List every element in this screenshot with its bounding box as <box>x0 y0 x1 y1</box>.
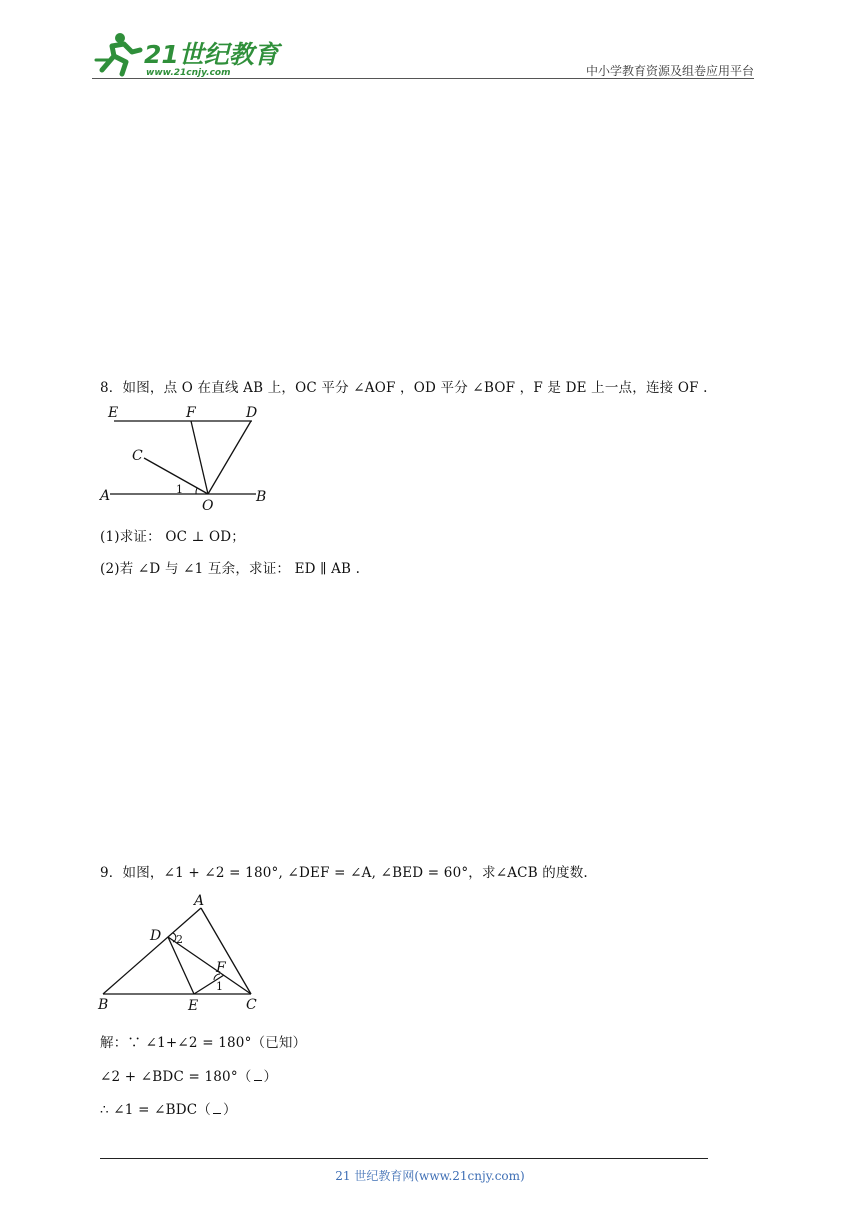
fig9-label-e: E <box>188 998 199 1014</box>
fig8-label-f: F <box>186 405 196 421</box>
fig8-label-c: C <box>132 448 143 464</box>
runner-logo-icon <box>92 30 279 78</box>
svg-text:www.21cnjy.com: www.21cnjy.com <box>146 68 231 78</box>
site-tagline: 中小学教育资源及组卷应用平台 <box>585 64 754 78</box>
footer-divider <box>100 1158 708 1159</box>
answer-blank[interactable] <box>213 1101 221 1114</box>
q8-part1: (1)求证： OC ⊥ OD； <box>100 529 245 545</box>
svg-text:21世纪教育: 21世纪教育 <box>144 40 279 69</box>
fig8-label-d: D <box>246 405 258 421</box>
fig8-label-o: O <box>202 498 214 514</box>
site-logo <box>92 30 279 78</box>
q8-stem: 8．如图，点 O 在直线 AB 上，OC 平分 ∠AOF ，OD 平分 ∠BOF ，F 是 DE 上一点，连接 OF . <box>100 380 708 396</box>
fig9-label-a: A <box>194 893 205 909</box>
q9-solution-line2-close: ） <box>263 1069 278 1085</box>
q9-solution-line1: 解：∵ ∠1+∠2 = 180°（已知） <box>100 1035 307 1051</box>
fig8-angle-1: 1 <box>176 483 183 496</box>
q9-figure <box>96 890 266 1012</box>
q8-figure <box>96 400 276 512</box>
fig9-label-d: D <box>150 928 162 944</box>
fig9-label-c: C <box>246 997 257 1013</box>
fig9-angle-1: 1 <box>216 980 223 993</box>
footer-link[interactable]: 21 世纪教育网(www.21cnjy.com) <box>335 1169 525 1183</box>
fig9-label-f: F <box>216 960 226 976</box>
fig8-label-e: E <box>108 405 119 421</box>
answer-blank[interactable] <box>254 1068 262 1081</box>
q9-solution-line3 <box>100 1098 237 1118</box>
q9-solution-line2-text: ∠2 + ∠BDC = 180°（ <box>100 1069 252 1085</box>
q9-solution-line2 <box>100 1065 277 1085</box>
q9-solution-line3-close: ） <box>222 1102 237 1118</box>
fig8-label-b: B <box>256 489 267 505</box>
q9-solution-line3-text: ∴ ∠1 = ∠BDC（ <box>100 1102 211 1118</box>
header-divider <box>92 78 754 79</box>
fig9-angle-2: 2 <box>176 933 183 946</box>
q8-part2: (2)若 ∠D 与 ∠1 互余，求证： ED ∥ AB . <box>100 561 361 577</box>
fig9-label-b: B <box>98 997 109 1013</box>
q9-stem: 9．如图，∠1 + ∠2 = 180°, ∠DEF = ∠A, ∠BED = 60°，求∠ACB 的度数. <box>100 865 588 881</box>
fig8-label-a: A <box>100 488 111 504</box>
